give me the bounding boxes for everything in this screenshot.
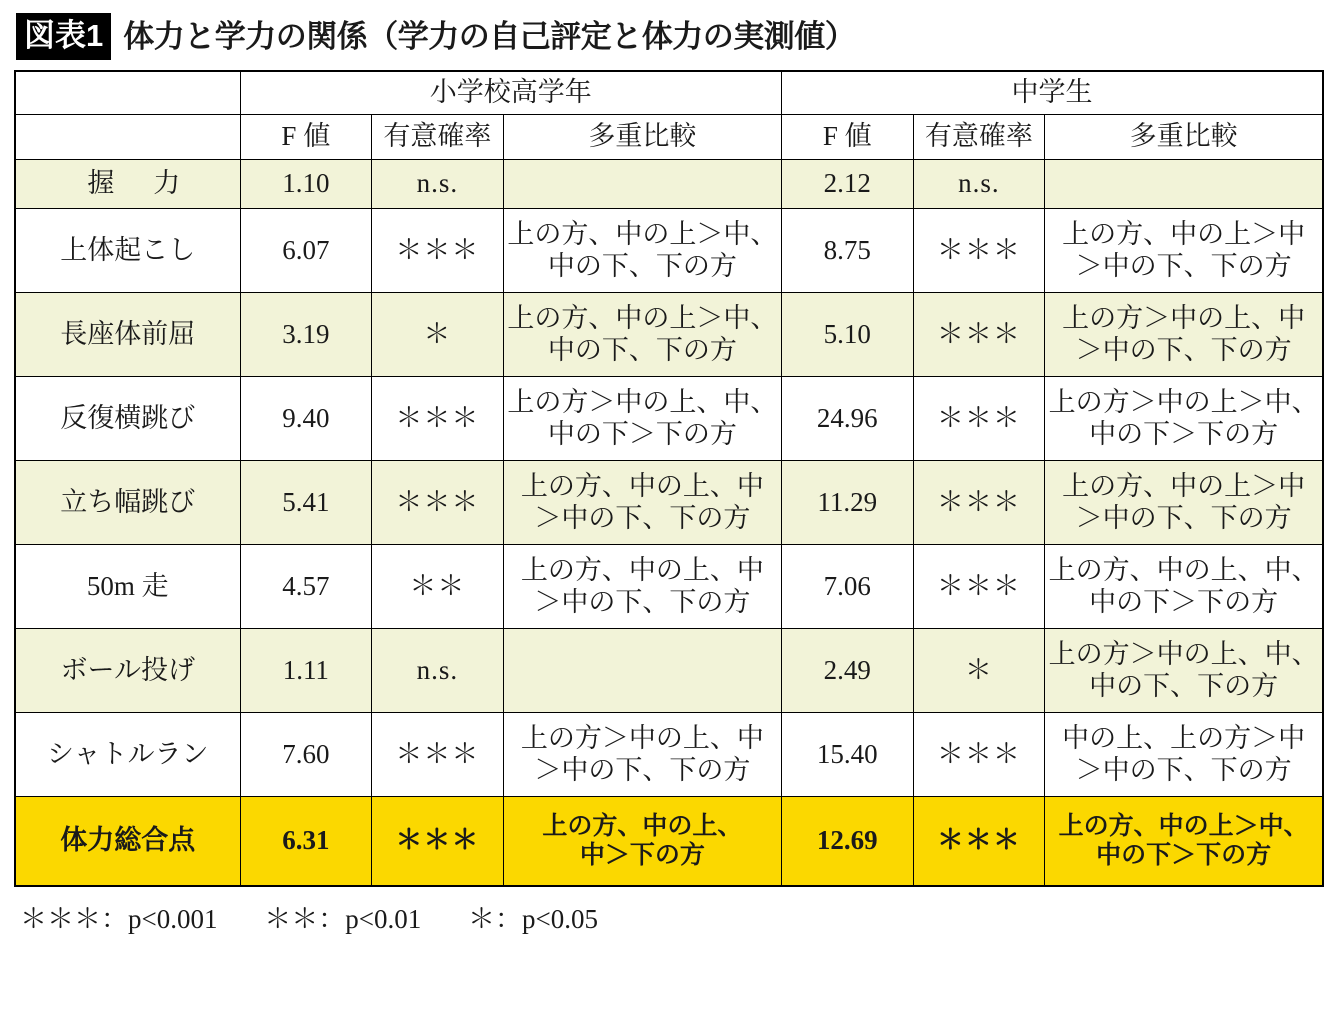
row-label: 反復横跳び bbox=[15, 377, 240, 461]
table-row bbox=[15, 545, 1323, 629]
cell-jh-p: ＊＊＊ bbox=[913, 377, 1045, 461]
cell-jh-p: ＊＊＊ bbox=[913, 545, 1045, 629]
cell-jh-multi bbox=[1045, 160, 1323, 209]
footnote-item-1: ＊＊＊：p<0.001 bbox=[20, 904, 218, 934]
table-row bbox=[15, 160, 1323, 209]
sub-header-elem-f: F 値 bbox=[240, 115, 372, 160]
cell-elem-p: ＊ bbox=[372, 293, 504, 377]
sub-header-blank bbox=[15, 115, 240, 160]
cell-elem-p: ＊＊ bbox=[372, 545, 504, 629]
sub-header-jh-f: F 値 bbox=[781, 115, 913, 160]
figure-number-badge: 図表1 bbox=[16, 13, 111, 60]
cell-elem-multi: 上の方、中の上、中 ＞中の下、下の方 bbox=[503, 461, 781, 545]
cell-jh-multi: 上の方、中の上＞中、 中の下＞下の方 bbox=[1045, 797, 1323, 887]
cell-elem-multi bbox=[503, 629, 781, 713]
table-sub-header-row bbox=[15, 115, 1323, 160]
group-header-elementary: 小学校高学年 bbox=[240, 71, 781, 115]
row-label: 長座体前屈 bbox=[15, 293, 240, 377]
cell-jh-f: 24.96 bbox=[781, 377, 913, 461]
cell-jh-f: 8.75 bbox=[781, 209, 913, 293]
cell-jh-p: ＊＊＊ bbox=[913, 797, 1045, 887]
sub-header-jh-multi: 多重比較 bbox=[1045, 115, 1323, 160]
cell-jh-f: 11.29 bbox=[781, 461, 913, 545]
cell-jh-multi: 上の方、中の上＞中 ＞中の下、下の方 bbox=[1045, 209, 1323, 293]
row-label: 立ち幅跳び bbox=[15, 461, 240, 545]
cell-jh-f: 12.69 bbox=[781, 797, 913, 887]
cell-jh-p: ＊ bbox=[913, 629, 1045, 713]
table-row bbox=[15, 293, 1323, 377]
table-row bbox=[15, 629, 1323, 713]
sub-header-elem-p: 有意確率 bbox=[372, 115, 504, 160]
table-row bbox=[15, 713, 1323, 797]
cell-jh-multi: 中の上、上の方＞中 ＞中の下、下の方 bbox=[1045, 713, 1323, 797]
cell-jh-f: 2.49 bbox=[781, 629, 913, 713]
cell-elem-p: n.s. bbox=[372, 629, 504, 713]
cell-elem-f: 5.41 bbox=[240, 461, 372, 545]
cell-jh-f: 5.10 bbox=[781, 293, 913, 377]
cell-jh-multi: 上の方＞中の上＞中、 中の下＞下の方 bbox=[1045, 377, 1323, 461]
cell-jh-f: 15.40 bbox=[781, 713, 913, 797]
cell-elem-p: n.s. bbox=[372, 160, 504, 209]
cell-jh-p: ＊＊＊ bbox=[913, 209, 1045, 293]
row-label: 体力総合点 bbox=[15, 797, 240, 887]
page-title: 体力と学力の関係（学力の自己評定と体力の実測値） bbox=[123, 18, 856, 54]
cell-jh-p: ＊＊＊ bbox=[913, 461, 1045, 545]
cell-jh-multi: 上の方＞中の上、中 ＞中の下、下の方 bbox=[1045, 293, 1323, 377]
cell-jh-f: 2.12 bbox=[781, 160, 913, 209]
cell-elem-multi: 上の方、中の上＞中、 中の下、下の方 bbox=[503, 209, 781, 293]
row-label: 握 力 bbox=[15, 160, 240, 209]
footnote-item-3: ＊：p<0.05 bbox=[467, 904, 598, 934]
footnote bbox=[14, 897, 1326, 936]
table-row bbox=[15, 377, 1323, 461]
cell-jh-multi: 上の方、中の上＞中 ＞中の下、下の方 bbox=[1045, 461, 1323, 545]
cell-jh-multi: 上の方、中の上、中、 中の下＞下の方 bbox=[1045, 545, 1323, 629]
group-header-juniorhigh: 中学生 bbox=[781, 71, 1323, 115]
cell-elem-multi: 上の方＞中の上、中 ＞中の下、下の方 bbox=[503, 713, 781, 797]
sub-header-elem-multi: 多重比較 bbox=[503, 115, 781, 160]
sub-header-jh-p: 有意確率 bbox=[913, 115, 1045, 160]
cell-elem-multi bbox=[503, 160, 781, 209]
cell-elem-multi: 上の方、中の上＞中、 中の下、下の方 bbox=[503, 293, 781, 377]
cell-elem-f: 7.60 bbox=[240, 713, 372, 797]
row-label: ボール投げ bbox=[15, 629, 240, 713]
cell-elem-multi: 上の方、中の上、中 ＞中の下、下の方 bbox=[503, 545, 781, 629]
cell-elem-p: ＊＊＊ bbox=[372, 209, 504, 293]
cell-jh-p: ＊＊＊ bbox=[913, 293, 1045, 377]
table-row bbox=[15, 461, 1323, 545]
cell-elem-p: ＊＊＊ bbox=[372, 797, 504, 887]
table-row-total bbox=[15, 797, 1323, 887]
cell-elem-p: ＊＊＊ bbox=[372, 713, 504, 797]
fitness-academic-table bbox=[14, 70, 1324, 887]
cell-elem-f: 6.07 bbox=[240, 209, 372, 293]
cell-elem-p: ＊＊＊ bbox=[372, 377, 504, 461]
cell-elem-f: 6.31 bbox=[240, 797, 372, 887]
cell-elem-f: 9.40 bbox=[240, 377, 372, 461]
cell-jh-f: 7.06 bbox=[781, 545, 913, 629]
corner-cell bbox=[15, 71, 240, 115]
footnote-item-2: ＊＊：p<0.01 bbox=[264, 904, 422, 934]
cell-elem-multi: 上の方、中の上、 中＞下の方 bbox=[503, 797, 781, 887]
cell-elem-f: 1.10 bbox=[240, 160, 372, 209]
table-row bbox=[15, 209, 1323, 293]
cell-jh-multi: 上の方＞中の上、中、 中の下、下の方 bbox=[1045, 629, 1323, 713]
row-label: 50m 走 bbox=[15, 545, 240, 629]
figure-title bbox=[14, 10, 1326, 62]
row-label: 上体起こし bbox=[15, 209, 240, 293]
cell-jh-p: n.s. bbox=[913, 160, 1045, 209]
table-group-header-row bbox=[15, 71, 1323, 115]
cell-elem-multi: 上の方＞中の上、中、 中の下＞下の方 bbox=[503, 377, 781, 461]
cell-elem-f: 4.57 bbox=[240, 545, 372, 629]
cell-elem-p: ＊＊＊ bbox=[372, 461, 504, 545]
row-label: シャトルラン bbox=[15, 713, 240, 797]
cell-jh-p: ＊＊＊ bbox=[913, 713, 1045, 797]
cell-elem-f: 1.11 bbox=[240, 629, 372, 713]
cell-elem-f: 3.19 bbox=[240, 293, 372, 377]
